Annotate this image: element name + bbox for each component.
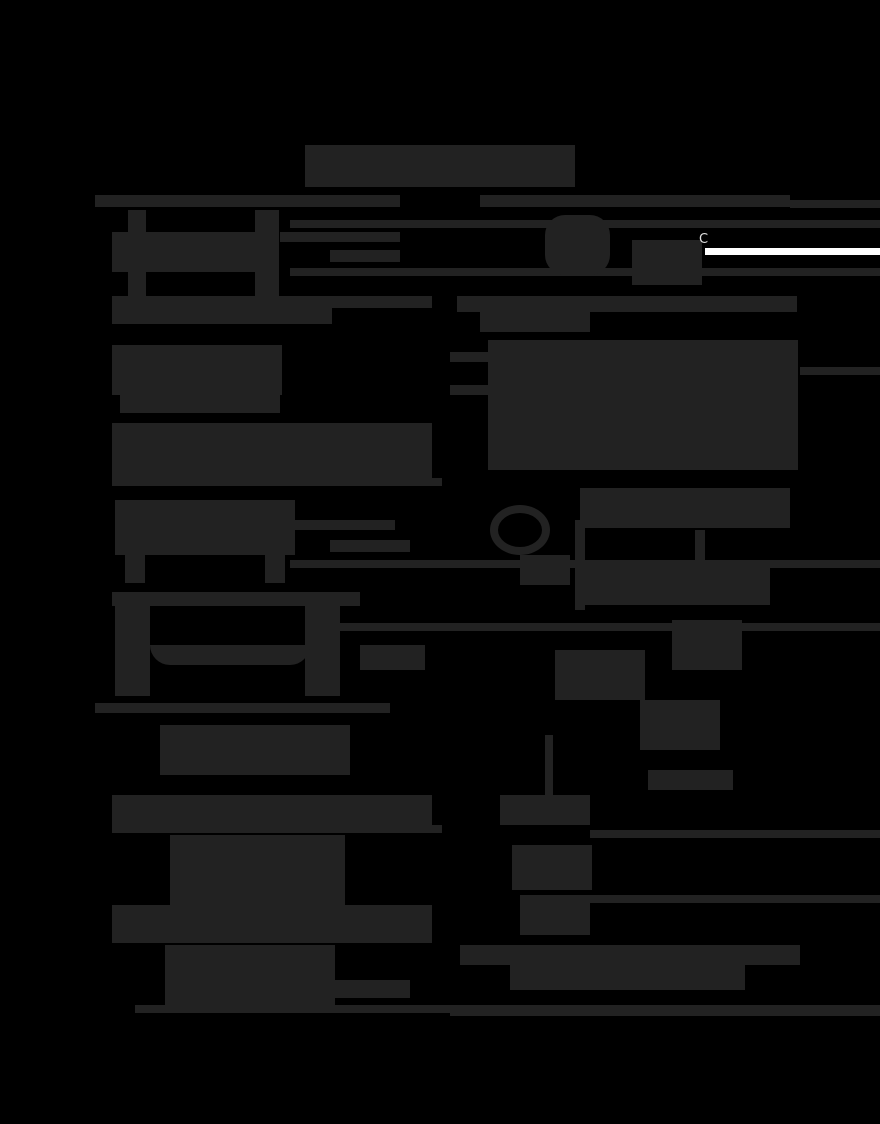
structure-9-bottom: [520, 895, 590, 935]
divider-right-2: [800, 367, 880, 375]
footer-text-right: [460, 945, 800, 965]
paragraph-left: [112, 423, 432, 478]
structure-3-base: [120, 395, 280, 413]
structure-4-stem-b: [265, 555, 285, 583]
highlight-rule: [705, 248, 880, 255]
structure-1-stem-b: [255, 210, 279, 300]
structure-6-right: [305, 606, 340, 696]
footer-text-right-2: [510, 965, 745, 990]
row-6-rule: [112, 825, 442, 833]
row-5-rule: [95, 703, 390, 713]
footer-rule: [450, 1008, 880, 1016]
structure-9-mid: [512, 845, 592, 890]
paragraph-right-rule-2: [450, 385, 490, 395]
structure-4: [115, 500, 295, 555]
paragraph-right-rule-1: [450, 352, 490, 362]
header-rule-right: [480, 195, 790, 207]
structure-4-label: [330, 540, 410, 552]
structure-6-left: [115, 606, 150, 696]
structure-4-arm: [295, 520, 395, 530]
row-7-rule-r: [590, 895, 880, 903]
row-5-rule-r: [340, 623, 880, 631]
structure-7-center: [640, 700, 720, 750]
structure-5-ring: [490, 505, 550, 555]
structure-8: [160, 725, 350, 775]
structure-7-link: [545, 735, 553, 795]
structure-1-label: [330, 250, 400, 262]
structure-3: [112, 345, 282, 395]
question-2-text: [112, 308, 332, 324]
row-6-rule-r: [590, 830, 880, 838]
structure-7-top: [672, 620, 742, 670]
structure-7-arm: [555, 650, 645, 700]
carbon-label: C: [699, 232, 709, 247]
structure-2: [545, 215, 610, 275]
question-2-label: [112, 296, 432, 308]
structure-5-box: [580, 565, 770, 605]
paragraph-right-header: [457, 296, 797, 312]
structure-11: [165, 945, 335, 1005]
structure-4-stem: [125, 555, 145, 583]
structure-11-label: [330, 980, 410, 998]
structure-7-base: [648, 770, 733, 790]
structure-10: [170, 835, 345, 905]
structure-6-bottom: [150, 645, 310, 665]
structure-5-stem: [520, 555, 570, 585]
structure-6-top: [112, 592, 360, 606]
page-title-block: [305, 145, 575, 187]
structure-5-link: [575, 520, 585, 610]
question-7-text: [112, 905, 432, 943]
structure-5-chain: [580, 488, 790, 528]
structure-1-arm: [280, 232, 400, 242]
structure-1-stem: [128, 210, 146, 300]
paragraph-right-sub: [480, 312, 590, 332]
divider-right-1: [790, 200, 880, 208]
header-rule-left: [95, 195, 400, 207]
structure-6-label: [360, 645, 425, 670]
structure-2-group: [632, 240, 702, 285]
structure-9-top: [500, 795, 590, 825]
structure-5-vert: [695, 530, 705, 580]
paragraph-right: [488, 340, 798, 470]
paragraph-left-rule: [112, 478, 442, 486]
question-6-text: [112, 795, 432, 825]
